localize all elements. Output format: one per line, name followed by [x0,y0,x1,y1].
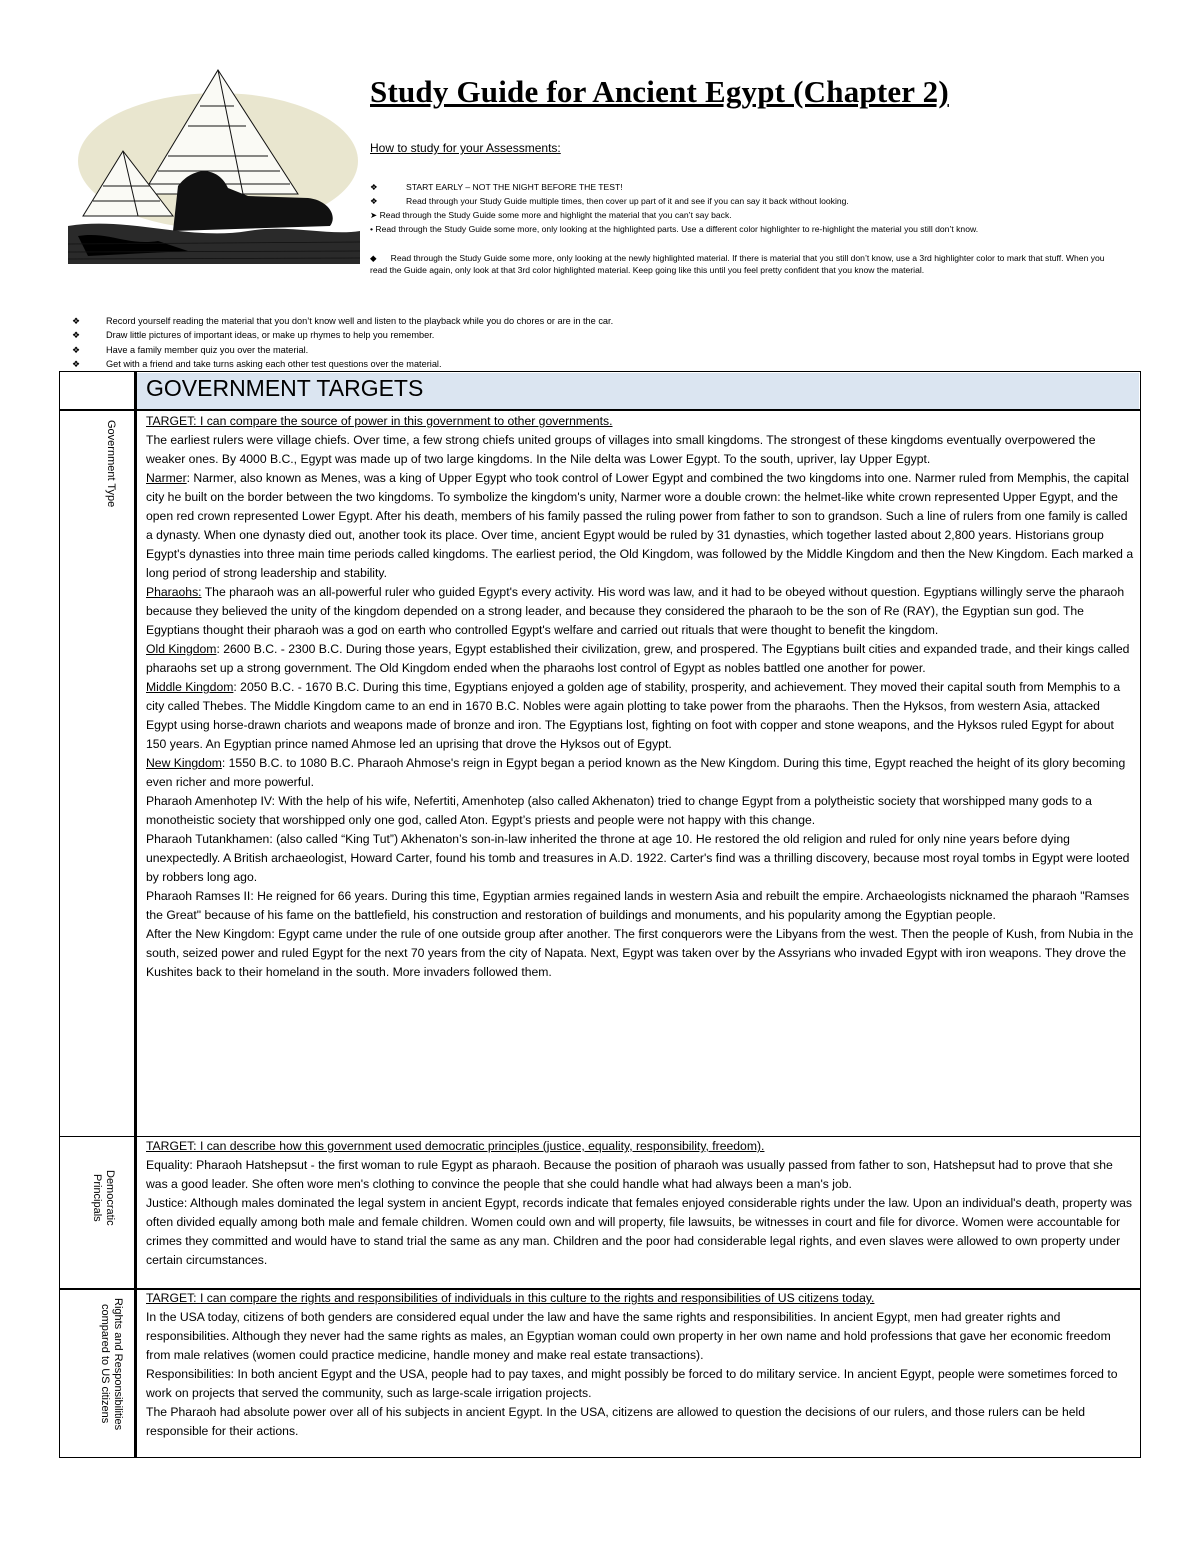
paragraph-after-new-kingdom: After the New Kingdom: Egypt came under the rule of one outside group after another. The first conquerors were the Libyans from the west. Then the people of Kush, from Nubia in the south, seized power and ruled Egypt for the next 70 years from the city of Napata. Next, Egypt was taken over by the Assyrians who invaded Egypt with iron weapons. They drove the Kushites back to their homeland in the south. More invaders followed them. [146,927,1134,979]
paragraph-middle-kingdom: Middle Kingdom: 2050 B.C. - 1670 B.C. During this time, Egyptians enjoyed a golden age of stability, prosperity, and achievement. They moved their capital south from Memphis to a city called Thebes. The Middle Kingdom came to an end in 1670 B.C. Nobles were again plotting to take power from the pharaohs. Then the Hyksos, from western Asia, attacked Egypt using horse-drawn chariots and weapons made of bronze and iron. The Egyptians lost, fighting on foot with copper and stone weapons, and the Hyksos ruled Egypt for about 150 years. An Egyptian prince named Ahmose led an uprising that drove the Hyksos out of Egypt. [146,680,1121,751]
table-border [59,371,1141,372]
paragraph-equality: Equality: Pharaoh Hatshepsut - the first woman to rule Egypt as pharaoh. Because the position of pharaoh was usually passed from father to son, Hatshepsut had to prove that she was a good leader. She often wore men's clothing to convince the people that she could handle what had always been a man's job. [146,1158,1113,1191]
democratic-principals-cell [146,1137,1134,1270]
paragraph-ramses: Pharaoh Ramses II: He reigned for 66 years. During this time, Egyptian armies regained lands in western Asia and rebuilt the empire. Archaeologists nicknamed the pharaoh "Ramses the Great" because of his fame on the battlefield, his construction and restoration of buildings and monuments, and his popularity among the Egyptian people. [146,889,1130,922]
target-statement: TARGET: I can describe how this government used democratic principles (justice, equality, responsibility, freedom). [146,1139,765,1153]
paragraph-old-kingdom: Old Kingdom: 2600 B.C. - 2300 B.C. During those years, Egypt established their civilization, grew, and prospered. The Egyptians built cities and expanded trade, and their kings called pharaohs set up a strong government. The Old Kingdom ended when the pharaohs lost control of Egypt as nobles battled one another for power. [146,642,1130,675]
paragraph-rights: In the USA today, citizens of both genders are considered equal under the law and have the same rights and responsibilities. In ancient Egypt, men had greater rights and responsibilities. Although they never had the same rights as males, an Egyptian woman could own property in her own name and hold professions that gave her economic freedom from male relatives (women could practice medicine, handle money and make real estate transactions). [146,1310,1111,1362]
paragraph: The earliest rulers were village chiefs. Over time, a few strong chiefs united groups of villages into small kingdoms. The strongest of these kingdoms eventually overpowered the weaker ones. By 4000 B.C., Egypt was made up of two large kingdoms. In the Nile delta was Lower Egypt. To the south, upriver, lay Upper Egypt. [146,433,1096,466]
pyramids-sphinx-illustration [68,66,360,264]
how-to-study-heading: How to study for your Assessments: [370,141,561,155]
table-header-title: GOVERNMENT TARGETS [146,375,424,401]
target-statement: TARGET: I can compare the rights and responsibilities of individuals in this culture to the rights and responsibilities of US citizens today. [146,1291,875,1305]
row-label-rights-responsibilities: Rights and Responsibilities compared to US citizens [99,1297,124,1431]
table-column-divider [134,371,137,1458]
paragraph-amenhotep: Pharaoh Amenhotep IV: With the help of his wife, Nefertiti, Amenhotep (also called Akhenaton) tried to change Egypt from a polytheistic society that worshipped many gods to a monotheistic society that worshipped only one god, called Aton. Egypt’s priests and people were not happy with this change. [146,794,1092,827]
rights-responsibilities-cell [146,1289,1134,1441]
paragraph-justice: Justice: Although males dominated the legal system in ancient Egypt, records indicate that females enjoyed considerable rights under the law. Upon an individual's death, property was often divided equally among both male and female children. Women could own and will property, file lawsuits, be witnesses in court and file for divorce. Women were accountable for crimes they committed and would have to stand trial the same as any man. Children and the poor had considerable legal rights, and even slaves were allowed to own property under certain circumstances. [146,1196,1133,1267]
study-tip: ◆ Read through the Study Guide some more, only looking at the newly highlighted material. If there is material that you still don’t know, use a 3rd highlighter color to mark that stuff. When you read the Guide again, only look at that 3rd color highlighted material. Keep going like this until you feel pretty confident that you know the material. [370,253,1105,275]
paragraph-responsibilities: Responsibilities: In both ancient Egypt and the USA, people had to pay taxes, and might possibly be forced to do military service. In ancient Egypt, people were sometimes forced to work on projects that served the community, such as large-scale irrigation projects. [146,1367,1118,1400]
study-tip: ❖ Read through your Study Guide multiple times, then cover up part of it and see if you can say it back without looking. [370,196,849,206]
study-tip: ❖ Have a family member quiz you over the material. [72,345,309,355]
study-tip: ❖ Record yourself reading the material that you don’t know well and listen to the playback while you do chores or are in the car. [72,316,614,326]
target-statement: TARGET: I can compare the source of power in this government to other governments. [146,414,613,428]
table-border [1140,371,1141,1458]
paragraph-new-kingdom: New Kingdom: 1550 B.C. to 1080 B.C. Pharaoh Ahmose's reign in Egypt began a period known as the New Kingdom. During this time, Egypt reached the height of its glory becoming even richer and more powerful. [146,756,1126,789]
study-tip: ❖ START EARLY – NOT THE NIGHT BEFORE THE TEST! [370,182,623,192]
study-tip: ❖ Get with a friend and take turns asking each other test questions over the material. [72,359,442,369]
paragraph-pharaohs: Pharaohs: The pharaoh was an all-powerful ruler who guided Egypt's every activity. His word was law, and it had to be obeyed without question. Egyptians willingly serve the pharaoh because they believed the unity of the kingdom depended on a strong leader, and because they considered the pharaoh to be the son of Re (RAY), the Egyptian sun god. The Egyptians thought their pharaoh was a god on earth who controlled Egypt's welfare and carried out rituals that were thought to benefit the kingdom. [146,585,1125,637]
table-row-divider [59,409,1141,411]
table-border [59,1457,1141,1458]
paragraph-narmer: Narmer: Narmer, also known as Menes, was a king of Upper Egypt who took control of Lower Egypt and combined the two kingdoms into one. Narmer ruled from Memphis, the capital city he built on the border between the two kingdoms. To symbolize the kingdom's unity, Narmer wore a double crown: the helmet-like white crown represented Upper Egypt, and the open red crown represented Lower Egypt. After his death, members of his family passed the ruling power from father to son to grandson. Such a line of rulers from one family is called a dynasty. When one dynasty died out, another took its place. Over time, ancient Egypt would be ruled by 31 dynasties, which together lasted about 2,800 years. Historians group Egypt's dynasties into three main time periods called kingdoms. The earliest period, the Old Kingdom, was followed by the Middle Kingdom and then the New Kingdom. Each marked a long period of strong leadership and stability. [146,471,1134,580]
study-tip: ➤ Read through the Study Guide some more and highlight the material that you can’t say back. [370,210,732,220]
page-title: Study Guide for Ancient Egypt (Chapter 2) [370,74,949,109]
table-border [59,371,60,1458]
paragraph-pharaoh-power: The Pharaoh had absolute power over all of his subjects in ancient Egypt. In the USA, citizens are allowed to question the decisions of our rulers, and those rulers can be held responsible for their actions. [146,1405,1085,1438]
paragraph-tutankhamen: Pharaoh Tutankhamen: (also called “King Tut”) Akhenaton’s son-in-law inherited the throne at age 10. He restored the old religion and ruled for only nine years before dying unexpectedly. A British archaeologist, Howard Carter, found his tomb and treasures in A.D. 1922. Carter's find was a thrilling discovery, because most royal tombs in Egypt were looted by robbers long ago. [146,832,1130,884]
row-label-government-type: Government Type [105,420,117,508]
study-tip: • Read through the Study Guide some more, only looking at the highlighted parts. Use a different color highlighter to re-highlight the material you still don’t know. [370,224,979,234]
government-type-cell [146,412,1134,982]
row-label-democratic-principals: Democratic Principals [91,1170,116,1226]
study-tip: ❖ Draw little pictures of important ideas, or make up rhymes to help you remember. [72,330,435,340]
